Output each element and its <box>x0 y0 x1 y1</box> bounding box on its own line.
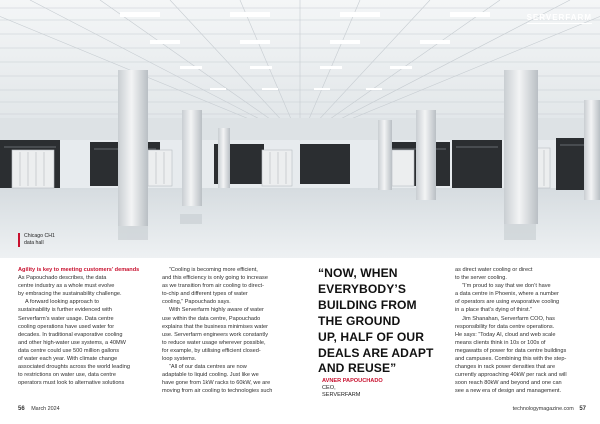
article-column-4 <box>455 266 585 396</box>
body-line: for example, by utilising efficient closed- <box>162 347 261 354</box>
body-line: sustainability is further evidenced with <box>18 307 112 314</box>
body-line: cooling operations have used water for <box>18 323 115 330</box>
section-heading: Agility is key to meeting customers’ demands <box>18 267 140 273</box>
body-line: of operators are using evaporative cooling <box>455 299 560 306</box>
footer-right <box>513 406 586 412</box>
body-line: by embracing the sustainability challenge. <box>18 291 122 298</box>
footer-left <box>18 406 60 412</box>
page-number-left: 56 <box>18 406 25 412</box>
body-line: as we transition from air cooling to direct- <box>162 283 264 290</box>
quote-line: UP, HALF OF OUR <box>318 329 425 344</box>
body-line: “Cooling is becoming more efficient, <box>169 267 258 273</box>
body-line: responsibility for data centre operations. <box>455 323 555 330</box>
body-line: and other high-water use systems, a 40MW <box>18 339 126 346</box>
attribution-role: CEO, <box>322 385 336 391</box>
body-line: explains that the business minimises water <box>162 323 269 330</box>
body-line: megawatts of power for data centre buildings <box>455 347 567 354</box>
quote-line: EVERYBODY’S <box>318 281 407 296</box>
body-line: He says: “Today AI, cloud and web scale <box>455 331 556 338</box>
body-line: use. Serverfarm engineers work constantly <box>162 331 269 338</box>
body-line: to-chip and different types of water <box>162 291 248 298</box>
body-line: means clients think in 10s or 100s of <box>455 339 546 346</box>
body-line: associated droughts across the world leading <box>18 364 130 371</box>
body-line: decades. In traditional evaporative cooling <box>18 331 123 338</box>
body-line: moving from air cooling to technologies such <box>162 388 273 395</box>
body-line: to the server cooling. <box>455 275 507 282</box>
article-column-1 <box>18 266 149 387</box>
body-line: have gone from 1kW racks to 60kW, we are <box>162 380 271 387</box>
body-line: and campuses. Combining this with the step- <box>455 356 567 363</box>
attribution-company: SERVERFARM <box>322 392 361 398</box>
body-line: currently approaching 40kW per rack and will <box>455 372 567 379</box>
quote-line: THE GROUND <box>318 313 401 328</box>
pull-quote <box>318 266 446 377</box>
body-line: to restrictions on water use, data centre <box>18 372 116 379</box>
body-line: use within the data centre, Papouchado <box>162 315 261 322</box>
body-line: to reduce water usage wherever possible, <box>162 339 266 346</box>
website-link[interactable]: technologymagazine.com <box>512 406 574 412</box>
body-line: cooling,” Papouchado says. <box>162 299 231 306</box>
body-line: Jim Shanahan, Serverfarm COO, has <box>462 315 555 322</box>
body-line: changes in rack power densities that are <box>455 364 556 371</box>
body-line: centre industry as a whole must evolve <box>18 283 115 290</box>
body-line: operators must look to alternative solutions <box>18 380 125 387</box>
caption-line: data hall <box>24 240 44 246</box>
body-line: Serverfarm’s water usage. Data centre <box>18 315 114 322</box>
body-line: data centre could use 500 million gallons <box>18 347 120 354</box>
body-line: “I’m proud to say that we don’t have <box>462 283 551 290</box>
quote-line: DEALS ARE ADAPT <box>318 345 434 360</box>
body-line: see a new era of design and management. <box>455 388 562 395</box>
page-number-right: 57 <box>579 406 586 412</box>
brand-tag: SERVERFARM <box>526 13 592 22</box>
body-line: in a place that’s dying of thirst.” <box>455 307 533 314</box>
body-line: adaptable to liquid cooling. Just like we <box>162 372 259 379</box>
body-line: “All of our data centres are now <box>169 364 247 371</box>
body-line: As Papouchado describes, the data <box>18 275 107 282</box>
caption-line: Chicago CH1 <box>24 233 55 239</box>
quote-line: BUILDING FROM <box>318 297 417 312</box>
body-line: With Serverfarm highly aware of water <box>169 307 264 314</box>
quote-line: AND REUSE” <box>318 361 397 376</box>
article-column-2 <box>162 266 292 396</box>
body-line: as direct water cooling or direct <box>455 267 533 273</box>
body-line: loop systems. <box>162 356 197 363</box>
body-line: and this efficiency is only going to increase <box>162 275 268 282</box>
body-line: soon reach 80kW and beyond and one can <box>455 380 562 387</box>
body-line: a data centre in Phoenix, where a number <box>455 291 559 298</box>
issue-date: March 2024 <box>31 406 60 412</box>
quote-line: “NOW, WHEN <box>318 266 398 280</box>
quote-attribution <box>322 378 383 399</box>
photo-caption <box>18 233 55 247</box>
body-line: of water each year. With climate change <box>18 356 118 363</box>
body-line: A forward looking approach to <box>25 299 100 306</box>
attribution-name: AVNER PAPOUCHADO <box>322 378 383 384</box>
